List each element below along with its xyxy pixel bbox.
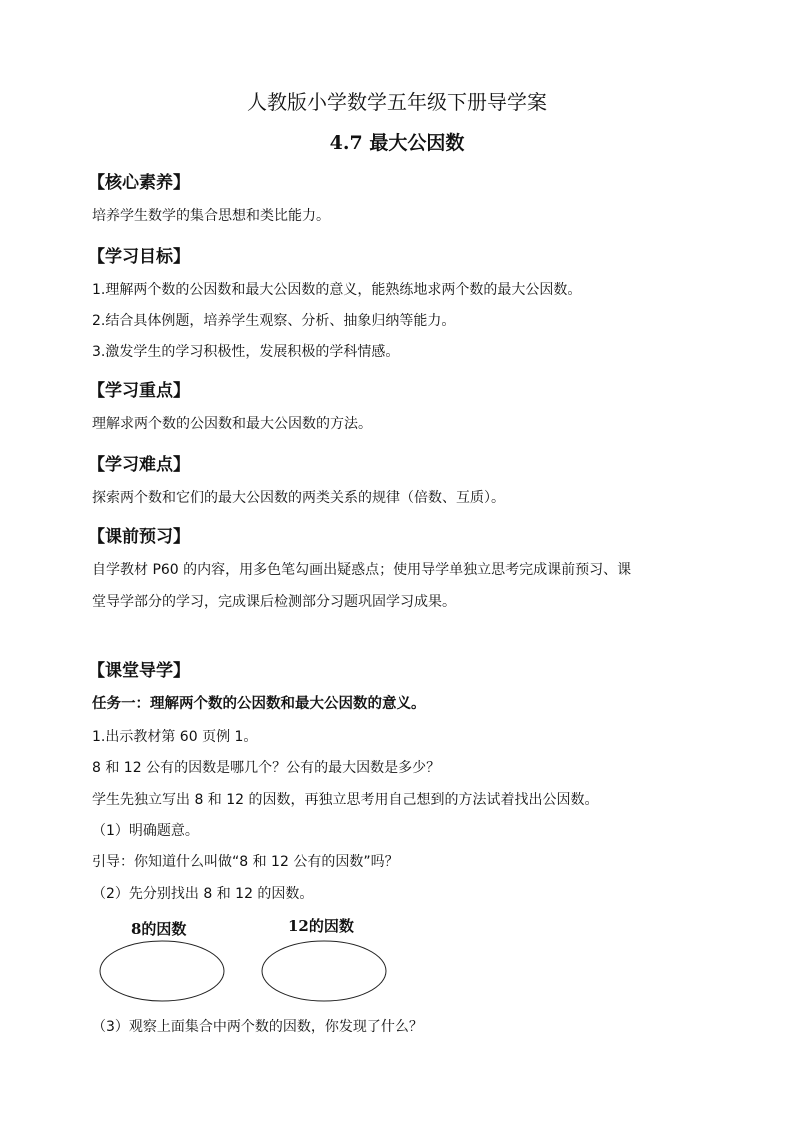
classroom-question: （3）观察上面集合中两个数的因数，你发现了什么？ xyxy=(92,1019,423,1035)
goal-item: 2.结合具体例题，培养学生观察、分析、抽象归纳等能力。 xyxy=(92,313,456,329)
core-text: 培养学生数学的集合思想和类比能力。 xyxy=(92,208,330,224)
preview-line: 堂导学部分的学习，完成课后检测部分习题巩固学习成果。 xyxy=(92,594,456,610)
preview-line: 自学教材 P60 的内容，用多色笔勾画出疑惑点；使用导学单独立思考完成课前预习、课 xyxy=(92,562,632,578)
set-ellipse-8[interactable] xyxy=(100,941,224,1001)
goal-item: 3.激发学生的学习积极性，发展积极的学科情感。 xyxy=(92,344,400,360)
goal-item: 1.理解两个数的公因数和最大公因数的意义，能熟练地求两个数的最大公因数。 xyxy=(92,282,582,298)
difficulty-heading: 【学习难点】 xyxy=(88,455,190,475)
goals-heading: 【学习目标】 xyxy=(88,247,190,267)
focus-heading: 【学习重点】 xyxy=(88,381,190,401)
classroom-line: 引导：你知道什么叫做“8 和 12 公有的因数”吗？ xyxy=(92,854,399,870)
set-label-8: 8的因数 xyxy=(131,920,187,938)
classroom-line: 8 和 12 公有的因数是哪几个？公有的最大因数是多少？ xyxy=(92,760,441,776)
document-title: 人教版小学数学五年级下册导学案 xyxy=(247,90,547,114)
core-heading: 【核心素养】 xyxy=(88,173,190,193)
focus-text: 理解求两个数的公因数和最大公因数的方法。 xyxy=(92,416,372,432)
preview-heading: 【课前预习】 xyxy=(88,527,190,547)
difficulty-text: 探索两个数和它们的最大公因数的两类关系的规律（倍数、互质）。 xyxy=(92,490,505,506)
classroom-heading: 【课堂导学】 xyxy=(88,661,190,681)
classroom-line: （1）明确题意。 xyxy=(92,823,199,839)
set-ellipse-12[interactable] xyxy=(262,941,386,1001)
classroom-line: 1.出示教材第 60 页例 1。 xyxy=(92,729,258,745)
task-title: 任务一：理解两个数的公因数和最大公因数的意义。 xyxy=(92,696,426,712)
classroom-line: （2）先分别找出 8 和 12 的因数。 xyxy=(92,886,314,902)
classroom-line: 学生先独立写出 8 和 12 的因数，再独立思考用自己想到的方法试着找出公因数。 xyxy=(92,792,599,808)
set-label-12: 12的因数 xyxy=(288,917,354,935)
lesson-title: 4.7 最大公因数 xyxy=(329,132,465,154)
